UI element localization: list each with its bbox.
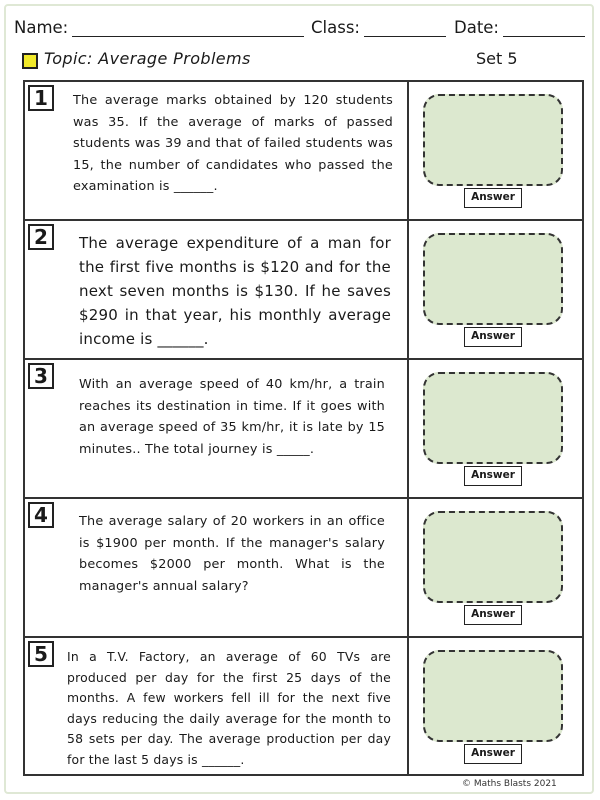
question-text: With an average speed of 40 km/hr, a train reaches its destination in time. If it goes with an average speed of 35 km/hr, it is late by 15 minutes.. The total journey is _____. — [79, 377, 385, 457]
class-label: Class: — [311, 18, 360, 37]
question-number: 5 — [28, 641, 54, 667]
answer-box[interactable] — [423, 372, 563, 464]
answer-box[interactable] — [423, 511, 563, 603]
topic-marker-icon — [22, 53, 38, 69]
column-divider — [407, 360, 409, 497]
question-number: 3 — [28, 363, 54, 389]
questions-grid — [23, 80, 584, 776]
copyright-footer: © Maths Blasts 2021 — [462, 779, 557, 789]
question-row — [25, 638, 582, 776]
answer-label: Answer — [464, 605, 522, 625]
column-divider — [407, 221, 409, 358]
question-row — [25, 360, 582, 499]
answer-box[interactable] — [423, 94, 563, 186]
name-line — [72, 20, 304, 37]
question-row — [25, 499, 582, 638]
worksheet-header — [14, 18, 586, 48]
question-text: The average marks obtained by 120 students was 35. If the average of marks of passed students was 39 and that of failed students was 15, the number of candidates who passed the examination is ______. — [73, 93, 393, 194]
answer-label: Answer — [464, 744, 522, 764]
date-line — [503, 20, 585, 37]
question-text: In a T.V. Factory, an average of 60 TVs are produced per day for the first 25 days of the months. A few workers fell ill for the next five days reducing the daily average for the month to 58 sets per day. The average production per day for the last 5 days is ______. — [67, 649, 391, 767]
question-number: 2 — [28, 224, 54, 250]
answer-box[interactable] — [423, 233, 563, 325]
date-label: Date: — [454, 18, 499, 37]
question-text: The average salary of 20 workers in an office is $1900 per month. If the manager's salary becomes $2000 per month. What is the manager's annual salary? — [79, 514, 385, 594]
class-field[interactable] — [311, 18, 446, 37]
column-divider — [407, 82, 409, 219]
question-row — [25, 82, 582, 221]
column-divider — [407, 499, 409, 636]
answer-label: Answer — [464, 327, 522, 347]
column-divider — [407, 638, 409, 776]
date-field[interactable] — [454, 18, 585, 37]
answer-box[interactable] — [423, 650, 563, 742]
question-text: The average expenditure of a man for the first five months is $120 and for the next seven months is $130. If he saves $290 in that year, his monthly average income is ______. — [79, 234, 391, 348]
name-label: Name: — [14, 18, 69, 37]
name-field[interactable] — [14, 18, 304, 37]
answer-label: Answer — [464, 466, 522, 486]
set-label: Set 5 — [476, 49, 518, 68]
question-number: 1 — [28, 85, 54, 111]
answer-label: Answer — [464, 188, 522, 208]
topic-title: Topic: Average Problems — [44, 49, 251, 68]
question-number: 4 — [28, 502, 54, 528]
question-row — [25, 221, 582, 360]
class-line — [364, 20, 446, 37]
topic-bar — [22, 49, 582, 73]
